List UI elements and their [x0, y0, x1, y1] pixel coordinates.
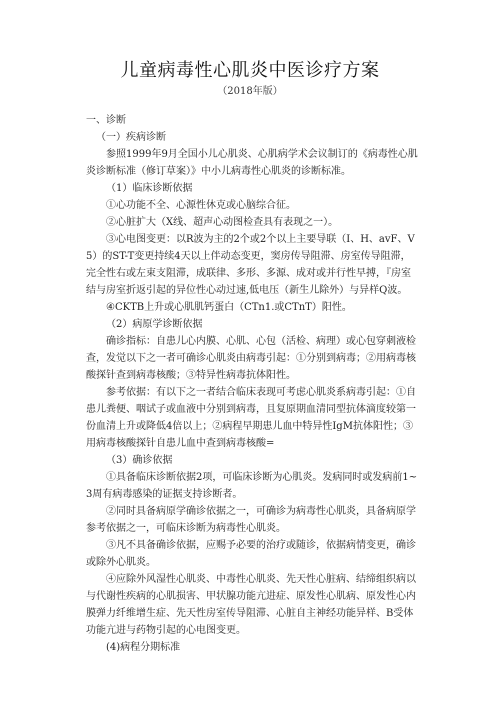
paragraph: ③心电图变更：以R波为主的2个或2个以上主要导联（I、H、avF、V5）的ST-T变更持续4天以上伴动态变更，窦房传导阻滞、房室传导阻滞，完全性右或左束支阻滞，成联律、多形、多源、成对或并行性早搏，『房室结与房室折返引起的异位性心动过速,低电压（新生儿除外）与异样Q波。 [86, 234, 415, 296]
paragraph: ④应除外风湿性心肌炎、中毒性心肌炎、先天性心脏病、结缔组织病以与代谢性疾病的心肌损害、甲状腺功能亢进症、原发性心肌病、原发性心内膜弹力纤维增生症、先天性房室传导阻滞、心脏自主神经功能异样、B受体功能亢进与药物引起的心电图变更。 [86, 574, 416, 636]
paragraph: ①心功能不全、心源性休克或心脑综合征。 [106, 200, 296, 211]
paragraph: ①具备临床诊断依据2项，可临床诊断为心肌炎。发病同时或发病前1~3周有病毒感染的证据支持诊断者。 [86, 472, 418, 500]
document-body [86, 112, 418, 656]
page-title: 儿童病毒性心肌炎中医诊疗方案 [120, 60, 380, 81]
paragraph: 参考依据：有以下之一者结合临床表现可考虑心肌炎系病毒引起：①自患儿粪便、咽试子或血液中分别到病毒，且复原期血清同型抗体滴度较第一份血清上升或降低4倍以上；②病程早期患儿血中特异性IgM抗体阳性；③用病毒核酸探针自患儿血中查到病毒核酸= [86, 387, 416, 449]
paragraph: ②心脏扩大（X线、超声心动图检查具有表现之一）。 [106, 217, 339, 228]
paragraph: ②同时具备病原学确诊依据之一，可确诊为病毒性心肌炎，具备病原学参考依据之一，可临床诊断为病毒性心肌炎。 [86, 506, 416, 534]
paragraph: 确诊指标：自患儿心内膜、心肌、心包（活检、病理）或心包穿刺液检查，发觉以下之一者可确诊心肌炎由病毒引起：①分别到病毒；②用病毒核酸探针查到病毒核酸；③特异性病毒抗体阳性。 [86, 336, 416, 381]
paragraph: ③凡不具备确诊依据，应赐予必要的治疗或随诊，依据病情变更，确诊或除外心肌炎。 [86, 540, 416, 568]
paragraph: 参照1999年9月全国小儿心肌炎、心肌病学术会议制订的《病毒性心肌炎诊断标准（修订草案）》中小儿病毒性心肌炎的诊断标准。 [86, 149, 418, 177]
subsection-heading: （2）病原学诊断依据 [106, 319, 203, 330]
page-subtitle: （2018年版） [217, 86, 283, 97]
subsection-heading: （1）临床诊断依据 [106, 183, 193, 194]
section-heading: 一、诊断 [86, 115, 126, 126]
subsection-heading: (4)病程分期标准 [106, 642, 181, 653]
paragraph: ④CKTB上升或心肌肌钙蛋白（CTn1.或CTnT）阳性。 [106, 302, 352, 313]
subsection-heading: （3）确诊依据 [106, 455, 173, 466]
subsection-heading: （一）疾病诊断 [96, 132, 166, 143]
